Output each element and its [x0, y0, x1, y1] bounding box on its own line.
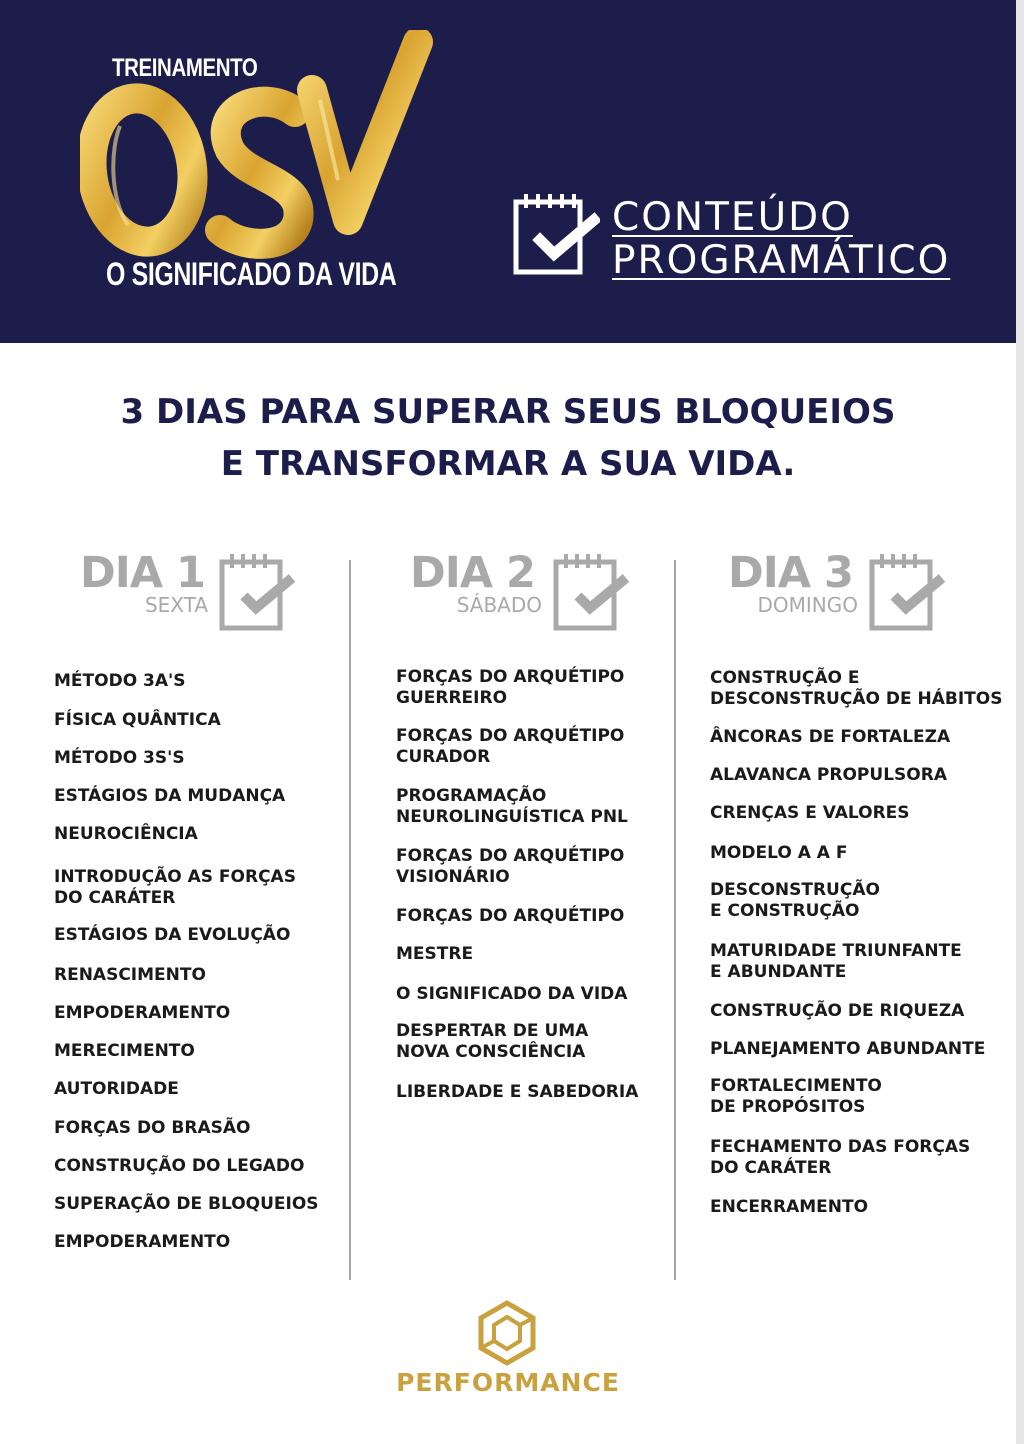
list-item: FORÇAS DO ARQUÉTIPO CURADOR [396, 726, 625, 767]
page-edge [1016, 0, 1024, 1444]
list-item: MÉTODO 3S'S [54, 748, 185, 768]
list-item: MODELO A A F [710, 843, 848, 863]
list-item: LIBERDADE E SABEDORIA [396, 1082, 639, 1102]
headline-line2: E TRANSFORMAR A SUA VIDA. [220, 444, 796, 484]
list-item: CONSTRUÇÃO DE RIQUEZA [710, 1001, 965, 1021]
headline-line1: 3 DIAS PARA SUPERAR SEUS BLOQUEIOS [120, 392, 896, 432]
section-title-line2: PROGRAMÁTICO [612, 238, 951, 283]
day-1-subtitle: SEXTA [144, 593, 208, 617]
day-1-title: DIA 1 [80, 548, 205, 598]
list-item: DESPERTAR DE UMA NOVA CONSCIÊNCIA [396, 1021, 589, 1062]
list-item: CONSTRUÇÃO DO LEGADO [54, 1156, 305, 1176]
checklist-calendar-icon [512, 190, 600, 280]
headline [0, 386, 1016, 490]
day-2-subtitle: SÁBADO [456, 593, 542, 617]
day-2-title: DIA 2 [410, 548, 535, 598]
list-item: RENASCIMENTO [54, 965, 206, 985]
list-item: SUPERAÇÃO DE BLOQUEIOS [54, 1194, 319, 1214]
list-item: EMPODERAMENTO [54, 1003, 231, 1023]
list-item: O SIGNIFICADO DA VIDA [396, 984, 628, 1004]
checklist-calendar-icon [552, 552, 632, 632]
list-item: PLANEJAMENTO ABUNDANTE [710, 1039, 986, 1059]
day-3-subtitle: DOMINGO [757, 593, 858, 617]
list-item: MESTRE [396, 944, 474, 964]
hexagon-logo-icon [474, 1300, 540, 1366]
logo-bottom-text: O SIGNIFICADO DA VIDA [106, 256, 397, 292]
list-item: FORÇAS DO ARQUÉTIPO VISIONÁRIO [396, 846, 625, 887]
list-item: PROGRAMAÇÃO NEUROLINGUÍSTICA PNL [396, 786, 628, 827]
list-item: EMPODERAMENTO [54, 1232, 231, 1252]
list-item: ÂNCORAS DE FORTALEZA [710, 727, 951, 747]
list-item: FECHAMENTO DAS FORÇAS DO CARÁTER [710, 1137, 971, 1178]
list-item: FORTALECIMENTO DE PROPÓSITOS [710, 1076, 882, 1117]
day-1-header [80, 548, 300, 632]
header-banner [0, 0, 1016, 343]
logo-top-text: TREINAMENTO [112, 54, 258, 82]
day-2-header [410, 548, 640, 632]
list-item: MATURIDADE TRIUNFANTE E ABUNDANTE [710, 941, 962, 982]
section-title-line1: CONTEÚDO [612, 195, 853, 240]
list-item: ALAVANCA PROPULSORA [710, 765, 947, 785]
day-3-title: DIA 3 [728, 548, 853, 598]
checklist-calendar-icon [868, 552, 948, 632]
list-item: ESTÁGIOS DA EVOLUÇÃO [54, 925, 291, 945]
list-item: ESTÁGIOS DA MUDANÇA [54, 786, 286, 806]
list-item: CRENÇAS E VALORES [710, 803, 910, 823]
list-item: CONSTRUÇÃO E DESCONSTRUÇÃO DE HÁBITOS [710, 668, 1003, 709]
list-item: FORÇAS DO BRASÃO [54, 1118, 251, 1138]
section-title [612, 196, 950, 282]
list-item: MERECIMENTO [54, 1041, 195, 1061]
list-item: NEUROCIÊNCIA [54, 824, 198, 844]
list-item: INTRODUÇÃO AS FORÇAS DO CARÁTER [54, 867, 296, 908]
list-item: ENCERRAMENTO [710, 1197, 869, 1217]
list-item: FORÇAS DO ARQUÉTIPO GUERREIRO [396, 667, 625, 708]
list-item: MÉTODO 3A'S [54, 671, 186, 691]
footer-brand: PERFORMANCE [396, 1368, 620, 1397]
list-item: DESCONSTRUÇÃO E CONSTRUÇÃO [710, 880, 880, 921]
day-3-header [728, 548, 958, 632]
list-item: FORÇAS DO ARQUÉTIPO [396, 906, 625, 926]
list-item: FÍSICA QUÂNTICA [54, 710, 221, 730]
checklist-calendar-icon [218, 552, 298, 632]
list-item: AUTORIDADE [54, 1079, 179, 1099]
